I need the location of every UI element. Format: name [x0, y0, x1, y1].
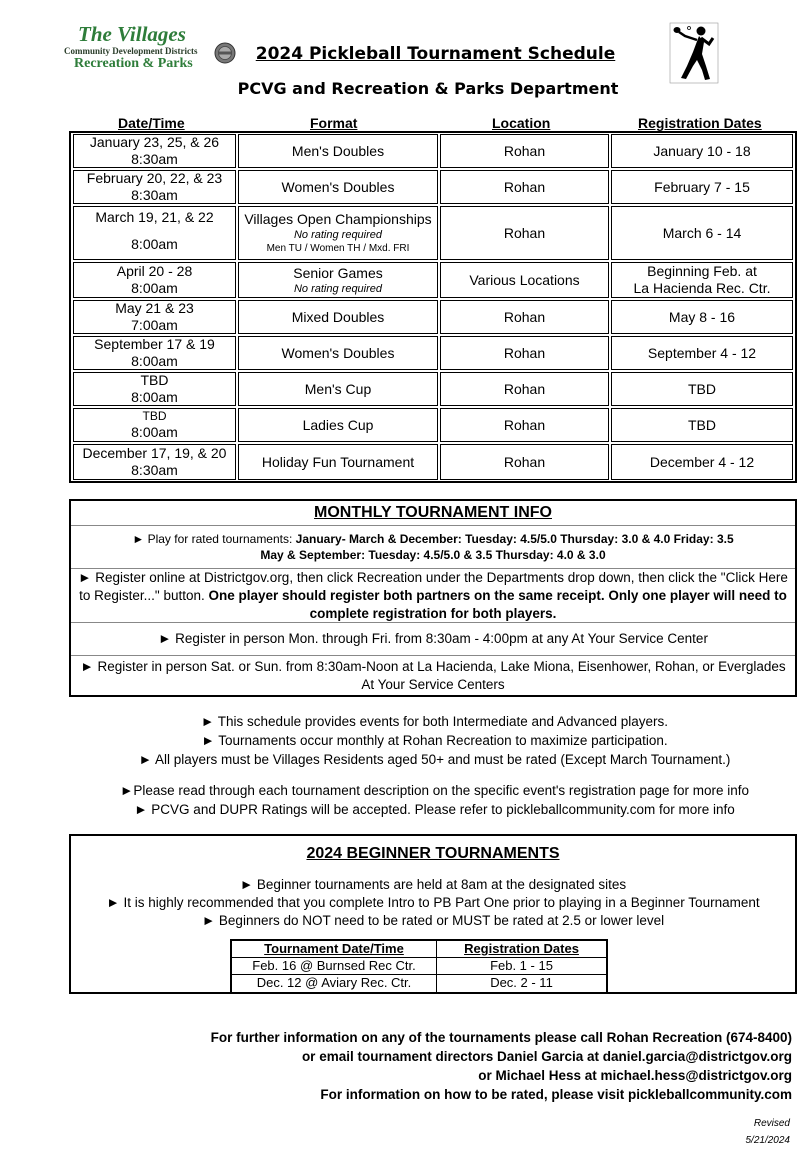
- table-row: [71, 408, 795, 442]
- beginner-schedule-table: [230, 939, 608, 994]
- registration-cell: May 8 - 16: [611, 300, 793, 334]
- format-cell: Men's Cup: [238, 372, 438, 406]
- contact-info: For further information on any of the tournaments please call Rohan Recreation (674-8400) or email tournament directors Daniel Garcia at daniel.garcia@districtgov.org or Michael Hess at michael.hess@districtgov.org For information on how to be rated, please visit pickleballcommunity.com: [210, 1030, 792, 1102]
- registration-cell: March 6 - 14: [611, 206, 793, 260]
- list-item: ► This schedule provides events for both Intermediate and Advanced players.: [200, 714, 669, 729]
- format-cell: Ladies Cup: [238, 408, 438, 442]
- general-info-list: [0, 712, 799, 769]
- schedule-table: [69, 131, 797, 483]
- location-cell: Rohan: [440, 300, 609, 334]
- registration-cell: September 4 - 12: [611, 336, 793, 370]
- location-cell: Rohan: [440, 408, 609, 442]
- list-item: ► All players must be Villages Residents aged 50+ and must be rated (Except March Tournament.): [138, 752, 731, 767]
- location-cell: Rohan: [440, 206, 609, 260]
- table-row: [71, 444, 795, 480]
- table-row: Dec. 12 @ Aviary Rec. Ctr. Dec. 2 - 11: [232, 975, 606, 992]
- format-cell: Men's Doubles: [238, 134, 438, 168]
- list-item: ► Beginner tournaments are held at 8am at the designated sites: [239, 877, 627, 892]
- list-item: ► Beginners do NOT need to be rated or MUST be rated at 2.5 or lower level: [201, 913, 665, 928]
- location-cell: Rohan: [440, 170, 609, 204]
- page-title: 2024 Pickleball Tournament Schedule: [255, 44, 616, 64]
- pickleball-player-icon: [669, 22, 719, 84]
- date-cell: March 19, 21, & 22 8:00am: [73, 206, 236, 260]
- date-cell: February 20, 22, & 23 8:30am: [73, 170, 236, 204]
- logo-department: Recreation & Parks: [74, 56, 193, 71]
- table-row: [71, 262, 795, 298]
- date-cell: TBD 8:00am: [73, 408, 236, 442]
- list-item: ► PCVG and DUPR Ratings will be accepted. Please refer to pickleballcommunity.com for more info: [134, 802, 735, 817]
- format-cell: Women's Doubles: [238, 170, 438, 204]
- col-registration: Registration Dates: [638, 115, 762, 131]
- table-header-row: Tournament Date/Time Registration Dates: [232, 941, 606, 958]
- date-cell: September 17 & 19 8:00am: [73, 336, 236, 370]
- location-cell: Rohan: [440, 372, 609, 406]
- register-weekday-info: ► Register in person Mon. through Fri. from 8:30am - 4:00pm at any At Your Service Center: [71, 623, 795, 656]
- registration-cell: February 7 - 15: [611, 170, 793, 204]
- table-row: [71, 134, 795, 168]
- location-cell: Various Locations: [440, 262, 609, 298]
- format-cell: Senior Games No rating required: [238, 262, 438, 298]
- table-row: [71, 206, 795, 260]
- register-weekend-info: ► Register in person Sat. or Sun. from 8:30am-Noon at La Hacienda, Lake Miona, Eisenhower, Rohan, or Everglades At Your Service Centers: [80, 658, 786, 692]
- date-cell: December 17, 19, & 20 8:30am: [73, 444, 236, 480]
- date-cell: April 20 - 28 8:00am: [73, 262, 236, 298]
- registration-cell: TBD: [611, 408, 793, 442]
- beginner-tournaments-box: [69, 834, 797, 994]
- date-cell: January 23, 25, & 26 8:30am: [73, 134, 236, 168]
- registration-cell: January 10 - 18: [611, 134, 793, 168]
- list-item: ► It is highly recommended that you complete Intro to PB Part One prior to playing in a Beginner Tournament: [106, 895, 760, 910]
- list-item: ►Please read through each tournament description on the specific event's registration page for more info: [119, 783, 750, 798]
- format-cell: Mixed Doubles: [238, 300, 438, 334]
- location-cell: Rohan: [440, 134, 609, 168]
- page-subtitle: PCVG and Recreation & Parks Department: [237, 79, 619, 98]
- rated-tournaments-info: ► Play for rated tournaments: January- March & December: Tuesday: 4.5/5.0 Thursday: 3.0 & 4.0 Friday: 3.5 May & September: Tuesday: 4.5/5.0 & 3.5 Thursday: 4.0 & 3.0: [71, 526, 795, 569]
- table-row: Feb. 16 @ Burnsed Rec Ctr. Feb. 1 - 15: [232, 958, 606, 975]
- registration-cell: December 4 - 12: [611, 444, 793, 480]
- schedule-header: [70, 115, 796, 132]
- registration-cell: Beginning Feb. at La Hacienda Rec. Ctr.: [611, 262, 793, 298]
- register-online-info: ► Register online at Districtgov.org, then click Recreation under the Departments drop down, then click the "Click Here to Register..." button. One player should register both partners on the same receipt. Only one player will need to complete registration for both players.: [71, 569, 795, 623]
- list-item: ► Tournaments occur monthly at Rohan Recreation to maximize participation.: [201, 733, 668, 748]
- date-cell: TBD 8:00am: [73, 372, 236, 406]
- table-row: [71, 170, 795, 204]
- table-row: [71, 300, 795, 334]
- table-row: [71, 372, 795, 406]
- date-cell: May 21 & 23 7:00am: [73, 300, 236, 334]
- location-cell: Rohan: [440, 444, 609, 480]
- monthly-info-title: MONTHLY TOURNAMENT INFO: [71, 501, 795, 526]
- col-format: Format: [310, 115, 358, 131]
- registration-cell: TBD: [611, 372, 793, 406]
- revision-note: Revised 5/21/2024: [745, 1118, 790, 1146]
- logo-subtitle: Community Development Districts: [64, 46, 198, 56]
- monthly-info-box: [69, 499, 797, 697]
- ratings-info-list: [0, 781, 799, 819]
- col-location: Location: [492, 115, 551, 131]
- format-cell: Holiday Fun Tournament: [238, 444, 438, 480]
- beginner-title: 2024 BEGINNER TOURNAMENTS: [306, 845, 560, 862]
- table-row: [71, 336, 795, 370]
- location-cell: Rohan: [440, 336, 609, 370]
- format-cell: Villages Open Championships No rating required Men TU / Women TH / Mxd. FRI: [238, 206, 438, 260]
- logo-title: The Villages: [78, 22, 186, 46]
- format-cell: Women's Doubles: [238, 336, 438, 370]
- col-date: Date/Time: [118, 115, 185, 131]
